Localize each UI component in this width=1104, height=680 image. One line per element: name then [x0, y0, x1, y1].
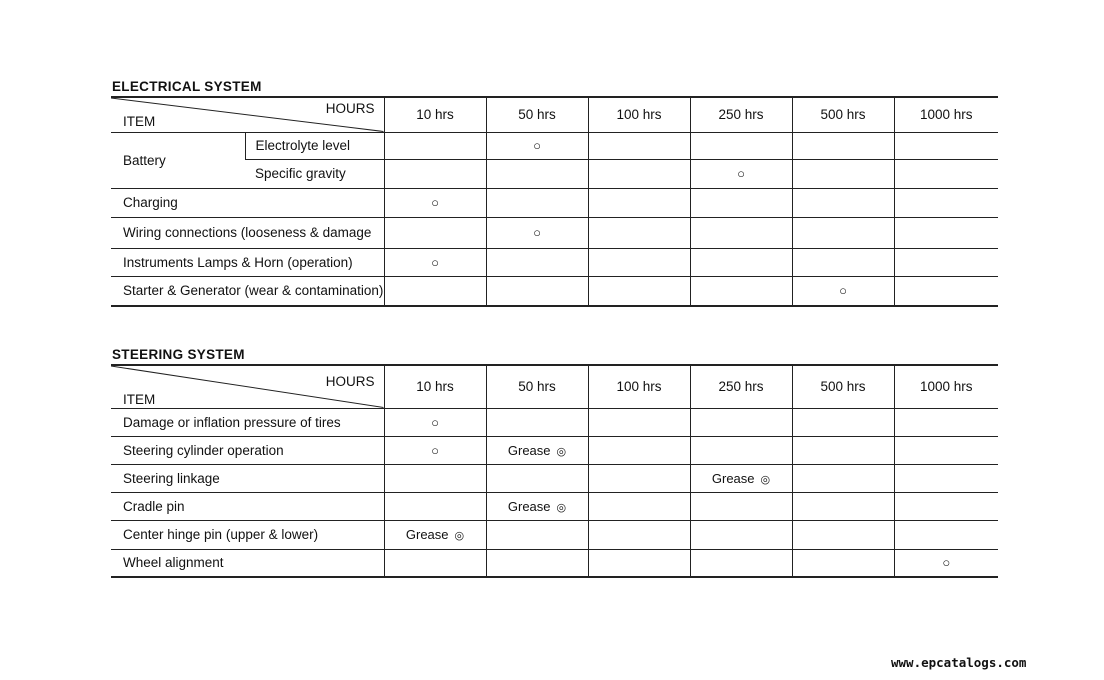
col-header-50: 50 hrs — [486, 97, 588, 132]
schedule-cell — [384, 549, 486, 577]
schedule-cell — [486, 248, 588, 276]
electrical-section-title: ELECTRICAL SYSTEM — [112, 79, 262, 94]
schedule-cell — [384, 276, 486, 306]
grease-icon: ◎ — [556, 445, 567, 458]
row-item-label: Center hinge pin (upper & lower) — [111, 520, 384, 549]
schedule-cell: ○ — [486, 132, 588, 159]
schedule-cell — [894, 464, 998, 492]
schedule-cell — [792, 132, 894, 159]
schedule-cell — [792, 159, 894, 188]
schedule-cell — [792, 217, 894, 248]
row-item-label: Steering cylinder operation — [111, 436, 384, 464]
schedule-cell — [588, 492, 690, 520]
grease-icon: ◎ — [760, 473, 771, 486]
schedule-cell — [588, 217, 690, 248]
schedule-cell — [894, 436, 998, 464]
table-row — [111, 188, 998, 217]
row-item-label: Charging — [111, 188, 384, 217]
schedule-cell — [486, 408, 588, 436]
schedule-cell — [588, 276, 690, 306]
table-row — [111, 276, 998, 306]
schedule-cell — [588, 248, 690, 276]
grease-cell — [486, 436, 588, 464]
schedule-cell — [588, 188, 690, 217]
schedule-cell — [588, 132, 690, 159]
row-item-label: Wiring connections (looseness & damage — [111, 217, 384, 248]
schedule-cell — [588, 549, 690, 577]
battery-group-label: Battery — [111, 132, 245, 188]
schedule-cell — [792, 492, 894, 520]
schedule-cell — [384, 132, 486, 159]
schedule-cell — [894, 217, 998, 248]
steering-header-row — [111, 365, 998, 408]
schedule-cell — [894, 520, 998, 549]
table-row — [111, 159, 998, 188]
col-header-1000: 1000 hrs — [894, 365, 998, 408]
col-header-10: 10 hrs — [384, 365, 486, 408]
source-url: www.epcatalogs.com — [891, 655, 1027, 670]
schedule-cell — [588, 520, 690, 549]
schedule-cell — [792, 408, 894, 436]
schedule-cell: ○ — [486, 217, 588, 248]
schedule-cell — [486, 520, 588, 549]
schedule-cell — [588, 464, 690, 492]
row-item-label: Starter & Generator (wear & contamination) — [111, 276, 384, 306]
schedule-cell — [384, 159, 486, 188]
schedule-cell: ○ — [690, 159, 792, 188]
col-header-500: 500 hrs — [792, 97, 894, 132]
table-row — [111, 408, 998, 436]
table-row — [111, 248, 998, 276]
schedule-cell: ○ — [792, 276, 894, 306]
schedule-cell — [792, 248, 894, 276]
grease-label: Grease — [711, 470, 755, 486]
schedule-cell — [690, 549, 792, 577]
schedule-cell — [792, 464, 894, 492]
col-header-50: 50 hrs — [486, 365, 588, 408]
schedule-cell — [894, 188, 998, 217]
schedule-cell — [894, 276, 998, 306]
grease-icon: ◎ — [556, 501, 567, 514]
steering-section-title: STEERING SYSTEM — [112, 347, 245, 362]
row-item-label: Cradle pin — [111, 492, 384, 520]
col-header-250: 250 hrs — [690, 97, 792, 132]
col-header-100: 100 hrs — [588, 97, 690, 132]
electrical-header-corner — [111, 97, 384, 132]
table-row — [111, 520, 998, 549]
schedule-cell — [690, 217, 792, 248]
schedule-cell — [894, 492, 998, 520]
schedule-cell: ○ — [894, 549, 998, 577]
row-item-label: Electrolyte level — [245, 132, 384, 159]
row-item-label: Damage or inflation pressure of tires — [111, 408, 384, 436]
grease-label: Grease — [507, 442, 551, 458]
schedule-cell — [792, 520, 894, 549]
schedule-cell — [792, 188, 894, 217]
row-item-label: Specific gravity — [245, 159, 384, 188]
schedule-cell — [690, 276, 792, 306]
schedule-cell — [486, 188, 588, 217]
item-header-label: ITEM — [123, 113, 156, 129]
steering-header-corner — [111, 365, 384, 408]
schedule-cell — [384, 464, 486, 492]
item-header-label: ITEM — [123, 391, 156, 407]
steering-table — [111, 364, 998, 578]
table-row — [111, 464, 998, 492]
table-row — [111, 549, 998, 577]
schedule-cell — [690, 132, 792, 159]
schedule-cell: ○ — [384, 436, 486, 464]
schedule-cell — [792, 436, 894, 464]
col-header-10: 10 hrs — [384, 97, 486, 132]
row-item-label: Instruments Lamps & Horn (operation) — [111, 248, 384, 276]
schedule-cell — [384, 492, 486, 520]
col-header-250: 250 hrs — [690, 365, 792, 408]
hours-header-label: HOURS — [325, 374, 375, 389]
hours-header-label: HOURS — [325, 101, 375, 116]
grease-cell — [486, 492, 588, 520]
schedule-cell — [690, 492, 792, 520]
schedule-cell: ○ — [384, 248, 486, 276]
col-header-100: 100 hrs — [588, 365, 690, 408]
row-item-label: Steering linkage — [111, 464, 384, 492]
col-header-500: 500 hrs — [792, 365, 894, 408]
schedule-cell — [690, 188, 792, 217]
table-row — [111, 492, 998, 520]
table-row — [111, 436, 998, 464]
schedule-cell — [486, 464, 588, 492]
schedule-cell — [690, 520, 792, 549]
schedule-cell — [588, 408, 690, 436]
schedule-cell — [894, 159, 998, 188]
schedule-cell — [894, 248, 998, 276]
grease-label: Grease — [405, 527, 449, 542]
schedule-cell: ○ — [384, 408, 486, 436]
schedule-cell — [894, 408, 998, 436]
schedule-cell — [690, 408, 792, 436]
table-row — [111, 217, 998, 248]
schedule-cell — [588, 436, 690, 464]
grease-icon: ◎ — [454, 530, 465, 542]
grease-cell — [384, 520, 486, 549]
grease-cell — [690, 464, 792, 492]
schedule-cell — [486, 549, 588, 577]
grease-label: Grease — [507, 498, 551, 514]
col-header-1000: 1000 hrs — [894, 97, 998, 132]
table-row — [111, 132, 998, 159]
schedule-cell — [792, 549, 894, 577]
schedule-cell: ○ — [384, 188, 486, 217]
schedule-cell — [486, 159, 588, 188]
schedule-cell — [894, 132, 998, 159]
schedule-cell — [588, 159, 690, 188]
schedule-cell — [690, 248, 792, 276]
electrical-header-row — [111, 97, 998, 132]
schedule-cell — [486, 276, 588, 306]
schedule-cell — [384, 217, 486, 248]
electrical-table — [111, 96, 998, 307]
row-item-label: Wheel alignment — [111, 549, 384, 577]
schedule-cell — [690, 436, 792, 464]
